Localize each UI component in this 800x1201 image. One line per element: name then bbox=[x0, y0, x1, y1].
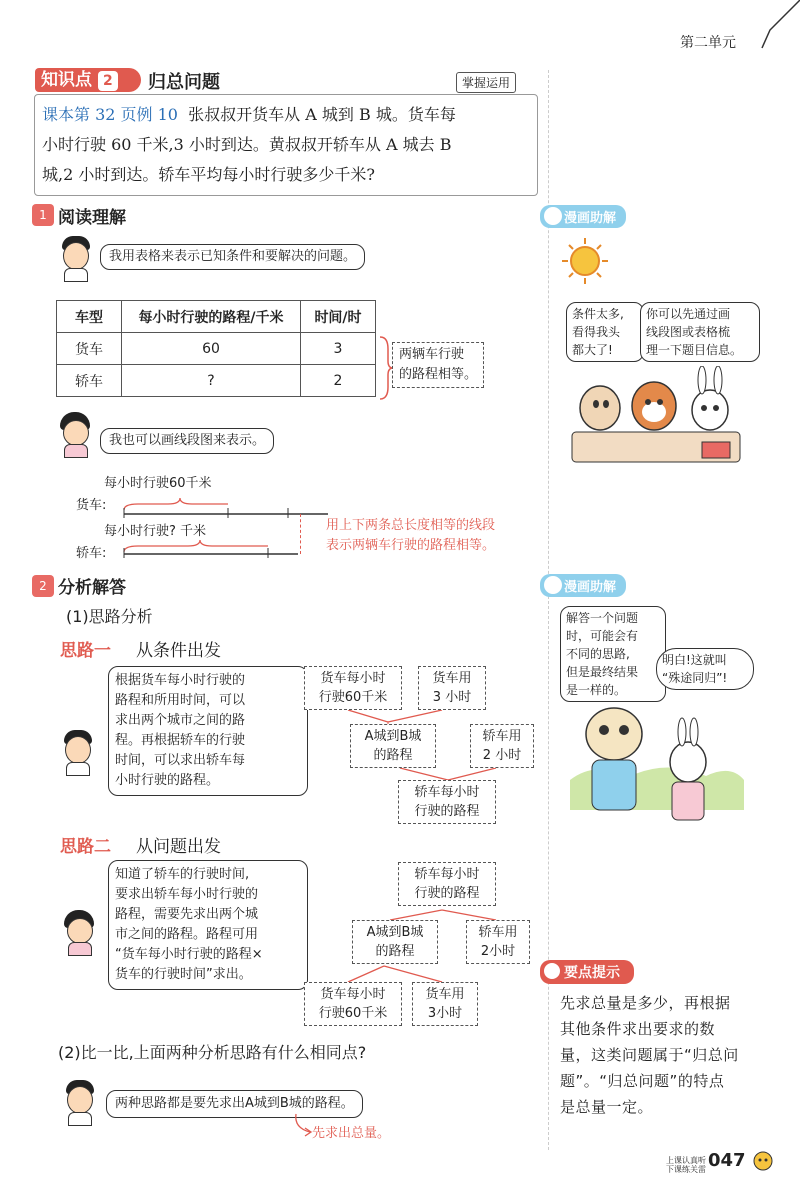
tip-line: 其他条件求出要求的数 bbox=[560, 1020, 716, 1038]
path1-box-car-speed bbox=[398, 780, 496, 824]
path1-title: 从条件出发 bbox=[136, 641, 221, 661]
box-line: 轿车用 bbox=[482, 729, 522, 744]
path2-line: 市之间的路程。路程可用 bbox=[115, 927, 259, 942]
problem-line-3: 城,2 小时到达。轿车平均每小时行驶多少千米? bbox=[42, 165, 375, 184]
path2-line: 路程，需要先求出两个城 bbox=[115, 907, 259, 922]
segment-diagram bbox=[118, 490, 328, 560]
path2-box-car-time bbox=[466, 920, 530, 964]
path2-label: 思路二 bbox=[60, 837, 111, 857]
path1-line: 程。再根据轿车的行驶 bbox=[115, 733, 246, 748]
bubble-line: 都大了! bbox=[572, 343, 613, 357]
sidebar-tag-comic-2: 漫画助解 bbox=[540, 574, 626, 597]
comic-icon bbox=[542, 574, 564, 596]
bubble-line: 但是最终结果 bbox=[566, 665, 639, 679]
table-cell: 2 bbox=[301, 365, 376, 397]
tips-text bbox=[560, 990, 739, 1120]
table-cell: ? bbox=[122, 365, 301, 397]
sidebar-tag-comic-1: 漫画助解 bbox=[540, 205, 626, 228]
segment-note bbox=[326, 516, 495, 556]
topic-title: 归总问题 bbox=[148, 72, 220, 93]
bubble-line: 是一样的。 bbox=[566, 683, 627, 697]
path2-box-truck-time bbox=[412, 982, 478, 1026]
box-line: 货车用 bbox=[432, 671, 472, 686]
box-line: 轿车每小时 bbox=[414, 867, 480, 882]
boy-avatar-2 bbox=[60, 730, 94, 774]
question-1: (1)思路分析 bbox=[66, 607, 153, 626]
section1-icon: 1 bbox=[32, 204, 54, 226]
question-2: (2)比一比,上面两种分析思路有什么相同点? bbox=[58, 1043, 367, 1062]
path2-line: 货车的行驶时间”求出。 bbox=[115, 967, 252, 982]
bubble-line: 不同的思路, bbox=[566, 647, 630, 661]
box-line: 3小时 bbox=[427, 1006, 463, 1021]
box-line: A城到B城 bbox=[366, 925, 424, 940]
truck-segment-label: 货车: bbox=[76, 498, 107, 513]
segment-note-line: 用上下两条总长度相等的线段 bbox=[326, 518, 496, 533]
car-segment-label-top: 每小时行驶? 千米 bbox=[104, 524, 207, 539]
box-line: 行驶60千米 bbox=[318, 690, 388, 705]
comic1-bubble-2 bbox=[640, 302, 760, 362]
path1-explanation bbox=[108, 666, 308, 796]
bubble-line: 时，可能会有 bbox=[566, 629, 639, 643]
box-line: 轿车每小时 bbox=[414, 785, 480, 800]
path1-label: 思路一 bbox=[60, 641, 111, 661]
table-cell: 货车 bbox=[57, 333, 122, 365]
girl-speech-bubble: 我也可以画线段图来表示。 bbox=[100, 428, 274, 454]
car-segment-label: 轿车: bbox=[76, 546, 107, 561]
tip-line: 是总量一定。 bbox=[560, 1098, 654, 1116]
bubble-line: 明白!这就叫 bbox=[662, 653, 727, 667]
box-line: 轿车用 bbox=[478, 925, 518, 940]
bubble-line: 解答一个问题 bbox=[566, 611, 639, 625]
comic1-bubble-1 bbox=[566, 302, 644, 362]
box-line: 行驶的路程 bbox=[414, 886, 480, 901]
box-line: 货车每小时 bbox=[320, 987, 386, 1002]
segment-note-line: 表示两辆车行驶的路程相等。 bbox=[326, 538, 496, 553]
path1-line: 求出两个城市之间的路 bbox=[115, 713, 246, 728]
tip-line: 先求总量是多少，再根据 bbox=[560, 994, 731, 1012]
tip-line: 量，这类问题属于“归总问 bbox=[560, 1046, 739, 1064]
box-line: 2 小时 bbox=[482, 748, 522, 763]
segment-note-leader bbox=[300, 514, 301, 554]
sidebar-tag-tips: 要点提示 bbox=[540, 960, 634, 984]
path1-line: 根据货车每小时行驶的 bbox=[115, 673, 246, 688]
bubble-line: “殊途同归”! bbox=[662, 671, 728, 685]
textbook-ref: 课本第 32 页例 10 bbox=[42, 105, 178, 124]
box-line: 的路程 bbox=[373, 748, 413, 763]
topic-badge-label: 知识点 bbox=[41, 70, 92, 90]
bubble-line: 线段图或表格梳 bbox=[646, 325, 731, 339]
bubble-line: 条件太多, bbox=[572, 307, 624, 321]
sidebar-divider bbox=[548, 70, 549, 1150]
path2-line: 要求出轿车每小时行驶的 bbox=[115, 887, 259, 902]
section2-title: 分析解答 bbox=[58, 578, 126, 598]
truck-segment-label-top: 每小时行驶60千米 bbox=[104, 476, 212, 491]
path2-box-truck-speed bbox=[304, 982, 402, 1026]
info-table bbox=[56, 300, 376, 397]
boy-answer-bubble: 两种思路都是要先求出A城到B城的路程。 bbox=[106, 1090, 363, 1118]
path2-explanation bbox=[108, 860, 308, 990]
tagline-line: 下课练关雷 bbox=[666, 1165, 706, 1174]
path2-line: 知道了轿车的行驶时间, bbox=[115, 867, 250, 882]
comic2-bubble-2 bbox=[656, 648, 754, 690]
path1-line: 时间，可以求出轿车每 bbox=[115, 753, 246, 768]
problem-line-2: 小时行驶 60 千米,3 小时到达。黄叔叔开轿车从 A 城去 B bbox=[42, 135, 452, 154]
comic2-characters-illustration bbox=[566, 700, 746, 830]
comic-icon bbox=[542, 205, 564, 227]
box-line: 2小时 bbox=[480, 944, 516, 959]
table-cell: 60 bbox=[122, 333, 301, 365]
problem-line-1: 张叔叔开货车从 A 城到 B 城。货车每 bbox=[188, 105, 456, 124]
path2-title: 从问题出发 bbox=[136, 837, 221, 857]
box-line: 3 小时 bbox=[432, 690, 472, 705]
answer-arrow bbox=[290, 1112, 314, 1138]
path2-box-distance bbox=[352, 920, 438, 964]
tips-icon bbox=[542, 961, 562, 981]
boy-avatar bbox=[58, 236, 92, 280]
tip-line: 题”。“归总问题”的特点 bbox=[560, 1072, 725, 1090]
page-number: 047 bbox=[708, 1150, 746, 1171]
path2-box-car-speed bbox=[398, 862, 496, 906]
page-corner-fold bbox=[740, 0, 800, 60]
path1-line: 路程和所用时间，可以 bbox=[115, 693, 246, 708]
box-line: 货车用 bbox=[425, 987, 465, 1002]
topic-badge bbox=[35, 68, 141, 92]
path1-box-distance bbox=[350, 724, 436, 768]
table-header-row bbox=[57, 301, 376, 333]
section1-title: 阅读理解 bbox=[58, 208, 126, 228]
table-row bbox=[57, 365, 376, 397]
mascot-icon bbox=[752, 1148, 774, 1172]
boy-speech-bubble: 我用表格来表示已知条件和要解决的问题。 bbox=[100, 244, 365, 270]
table-cell: 轿车 bbox=[57, 365, 122, 397]
path2-line: “货车每小时行驶的路程× bbox=[115, 947, 263, 962]
bubble-line: 理一下题目信息。 bbox=[646, 343, 743, 357]
unit-label: 第二单元 bbox=[680, 35, 736, 51]
table-note bbox=[392, 342, 484, 388]
table-row bbox=[57, 333, 376, 365]
tagline-line: 上课认真听 bbox=[666, 1156, 706, 1165]
table-note-line: 的路程相等。 bbox=[399, 367, 478, 382]
topic-number: 2 bbox=[98, 71, 118, 91]
boy-avatar-3 bbox=[62, 1080, 96, 1124]
girl-avatar-2 bbox=[62, 910, 96, 954]
path1-box-car-time bbox=[470, 724, 534, 768]
table-header-cell: 每小时行驶的路程/千米 bbox=[122, 301, 301, 333]
table-cell: 3 bbox=[301, 333, 376, 365]
path1-line: 小时行驶的路程。 bbox=[115, 773, 220, 788]
comic1-characters-illustration bbox=[566, 366, 746, 466]
sun-illustration bbox=[560, 236, 610, 286]
footer-tagline bbox=[666, 1156, 706, 1174]
box-line: 行驶60千米 bbox=[318, 1006, 388, 1021]
bubble-line: 看得我头 bbox=[572, 325, 621, 339]
box-line: 行驶的路程 bbox=[414, 804, 480, 819]
box-line: A城到B城 bbox=[364, 729, 422, 744]
problem-text bbox=[42, 100, 536, 190]
section2-icon: 2 bbox=[32, 575, 54, 597]
box-line: 货车每小时 bbox=[320, 671, 386, 686]
answer-note: 先求出总量。 bbox=[312, 1126, 391, 1141]
girl-avatar bbox=[58, 412, 92, 456]
table-note-line: 两辆车行驶 bbox=[399, 347, 465, 362]
path1-box-truck-speed bbox=[304, 666, 402, 710]
box-line: 的路程 bbox=[375, 944, 415, 959]
table-header-cell: 时间/时 bbox=[301, 301, 376, 333]
mastery-tag: 掌握运用 bbox=[456, 72, 516, 93]
table-header-cell: 车型 bbox=[57, 301, 122, 333]
comic2-bubble-1 bbox=[560, 606, 666, 702]
bubble-line: 你可以先通过画 bbox=[646, 307, 731, 321]
path1-box-truck-time bbox=[418, 666, 486, 710]
